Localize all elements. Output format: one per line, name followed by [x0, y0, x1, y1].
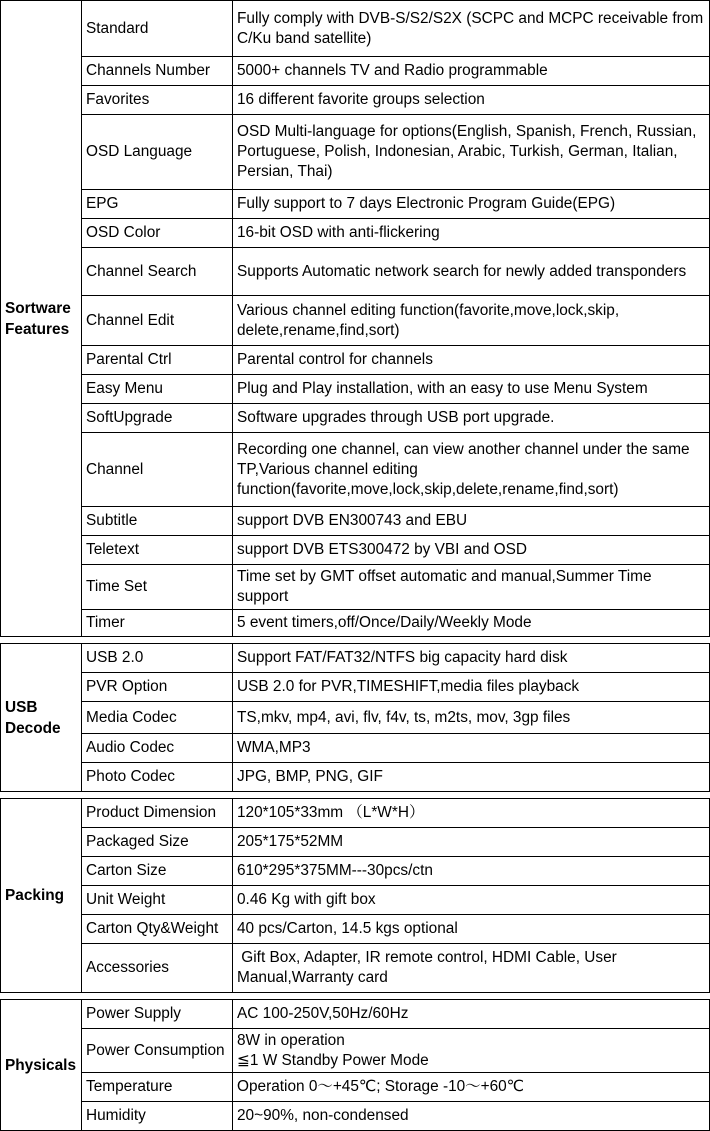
spec-value: 120*105*33mm （L*W*H） [233, 799, 710, 828]
spec-name: Power Consumption [82, 1029, 233, 1073]
spec-name: Easy Menu [82, 375, 233, 404]
table-row [1, 644, 710, 673]
category-label: USB Decode [1, 644, 82, 792]
table-row [1, 296, 710, 346]
table-row [1, 1029, 710, 1073]
table-row [1, 57, 710, 86]
spec-value: 20~90%, non-condensed [233, 1102, 710, 1131]
spec-section-usb-decode [0, 643, 710, 792]
table-row [1, 346, 710, 375]
spec-value: Operation 0～+45℃; Storage -10～+60℃ [233, 1073, 710, 1102]
spec-name: Accessories [82, 944, 233, 993]
spec-name: Timer [82, 610, 233, 637]
spec-value: Recording one channel, can view another channel under the same TP,Various channel editing function(favorite,move,lock,skip,delete,rename,find,sort) [233, 433, 710, 507]
spec-value: 205*175*52MM [233, 828, 710, 857]
spec-value: WMA,MP3 [233, 734, 710, 763]
spec-name: Subtitle [82, 507, 233, 536]
table-row [1, 1102, 710, 1131]
table-row [1, 673, 710, 702]
table-row [1, 915, 710, 944]
spec-value: Parental control for channels [233, 346, 710, 375]
spec-name: Favorites [82, 86, 233, 115]
spec-name: Media Codec [82, 702, 233, 734]
spec-name: Unit Weight [82, 886, 233, 915]
spec-value: 5 event timers,off/Once/Daily/Weekly Mode [233, 610, 710, 637]
spec-value: support DVB EN300743 and EBU [233, 507, 710, 536]
category-label: Packing [1, 799, 82, 993]
spec-name: Carton Size [82, 857, 233, 886]
spec-name: Channel Search [82, 248, 233, 296]
table-row [1, 734, 710, 763]
table-row [1, 375, 710, 404]
spec-value: 0.46 Kg with gift box [233, 886, 710, 915]
table-row [1, 763, 710, 792]
spec-name: OSD Color [82, 219, 233, 248]
table-row [1, 886, 710, 915]
table-row [1, 1000, 710, 1029]
spec-name: Carton Qty&Weight [82, 915, 233, 944]
table-row [1, 219, 710, 248]
table-row [1, 1073, 710, 1102]
table-row [1, 799, 710, 828]
spec-name: Channels Number [82, 57, 233, 86]
spec-value: 16 different favorite groups selection [233, 86, 710, 115]
spec-value: USB 2.0 for PVR,TIMESHIFT,media files playback [233, 673, 710, 702]
spec-name: Packaged Size [82, 828, 233, 857]
spec-value: Time set by GMT offset automatic and manual,Summer Time support [233, 565, 710, 610]
table-row [1, 828, 710, 857]
spec-value: Support FAT/FAT32/NTFS big capacity hard disk [233, 644, 710, 673]
spec-value: support DVB ETS300472 by VBI and OSD [233, 536, 710, 565]
spec-value: AC 100-250V,50Hz/60Hz [233, 1000, 710, 1029]
spec-name: Product Dimension [82, 799, 233, 828]
spec-name: USB 2.0 [82, 644, 233, 673]
category-label: Sortware Features [1, 1, 82, 637]
spec-value: JPG, BMP, PNG, GIF [233, 763, 710, 792]
spec-name: Standard [82, 1, 233, 57]
spec-value: Supports Automatic network search for newly added transponders [233, 248, 710, 296]
spec-name: OSD Language [82, 115, 233, 190]
spec-name: Photo Codec [82, 763, 233, 792]
spec-name: Channel Edit [82, 296, 233, 346]
table-row [1, 433, 710, 507]
spec-name: Audio Codec [82, 734, 233, 763]
spec-name: PVR Option [82, 673, 233, 702]
spec-value: Gift Box, Adapter, IR remote control, HDMI Cable, User Manual,Warranty card [233, 944, 710, 993]
spec-name: Parental Ctrl [82, 346, 233, 375]
table-row [1, 857, 710, 886]
spec-value: Plug and Play installation, with an easy to use Menu System [233, 375, 710, 404]
spec-name: SoftUpgrade [82, 404, 233, 433]
spec-name: Channel [82, 433, 233, 507]
table-row [1, 404, 710, 433]
spec-section-physicals [0, 999, 710, 1131]
spec-value: 40 pcs/Carton, 14.5 kgs optional [233, 915, 710, 944]
table-row [1, 610, 710, 637]
table-row [1, 1, 710, 57]
spec-name: EPG [82, 190, 233, 219]
table-row [1, 190, 710, 219]
spec-name: Time Set [82, 565, 233, 610]
spec-value: Fully support to 7 days Electronic Program Guide(EPG) [233, 190, 710, 219]
table-row [1, 565, 710, 610]
table-row [1, 507, 710, 536]
spec-name: Temperature [82, 1073, 233, 1102]
spec-value: Fully comply with DVB-S/S2/S2X (SCPC and MCPC receivable from C/Ku band satellite) [233, 1, 710, 57]
spec-value: TS,mkv, mp4, avi, flv, f4v, ts, m2ts, mov, 3gp files [233, 702, 710, 734]
spec-value: Software upgrades through USB port upgrade. [233, 404, 710, 433]
spec-name: Power Supply [82, 1000, 233, 1029]
table-row [1, 536, 710, 565]
spec-value: 610*295*375MM---30pcs/ctn [233, 857, 710, 886]
table-row [1, 86, 710, 115]
table-row [1, 944, 710, 993]
spec-name: Teletext [82, 536, 233, 565]
spec-value: OSD Multi-language for options(English, Spanish, French, Russian, Portuguese, Polish, Indonesian, Arabic, Turkish, German, Italian, Persian, Thai) [233, 115, 710, 190]
spec-value: 16-bit OSD with anti-flickering [233, 219, 710, 248]
table-row [1, 115, 710, 190]
spec-value: Various channel editing function(favorite,move,lock,skip, delete,rename,find,sort) [233, 296, 710, 346]
spec-value: 5000+ channels TV and Radio programmable [233, 57, 710, 86]
table-row [1, 702, 710, 734]
category-label: Physicals [1, 1000, 82, 1131]
spec-section-packing [0, 798, 710, 993]
table-row [1, 248, 710, 296]
spec-name: Humidity [82, 1102, 233, 1131]
spec-value: 8W in operation ≦1 W Standby Power Mode [233, 1029, 710, 1073]
